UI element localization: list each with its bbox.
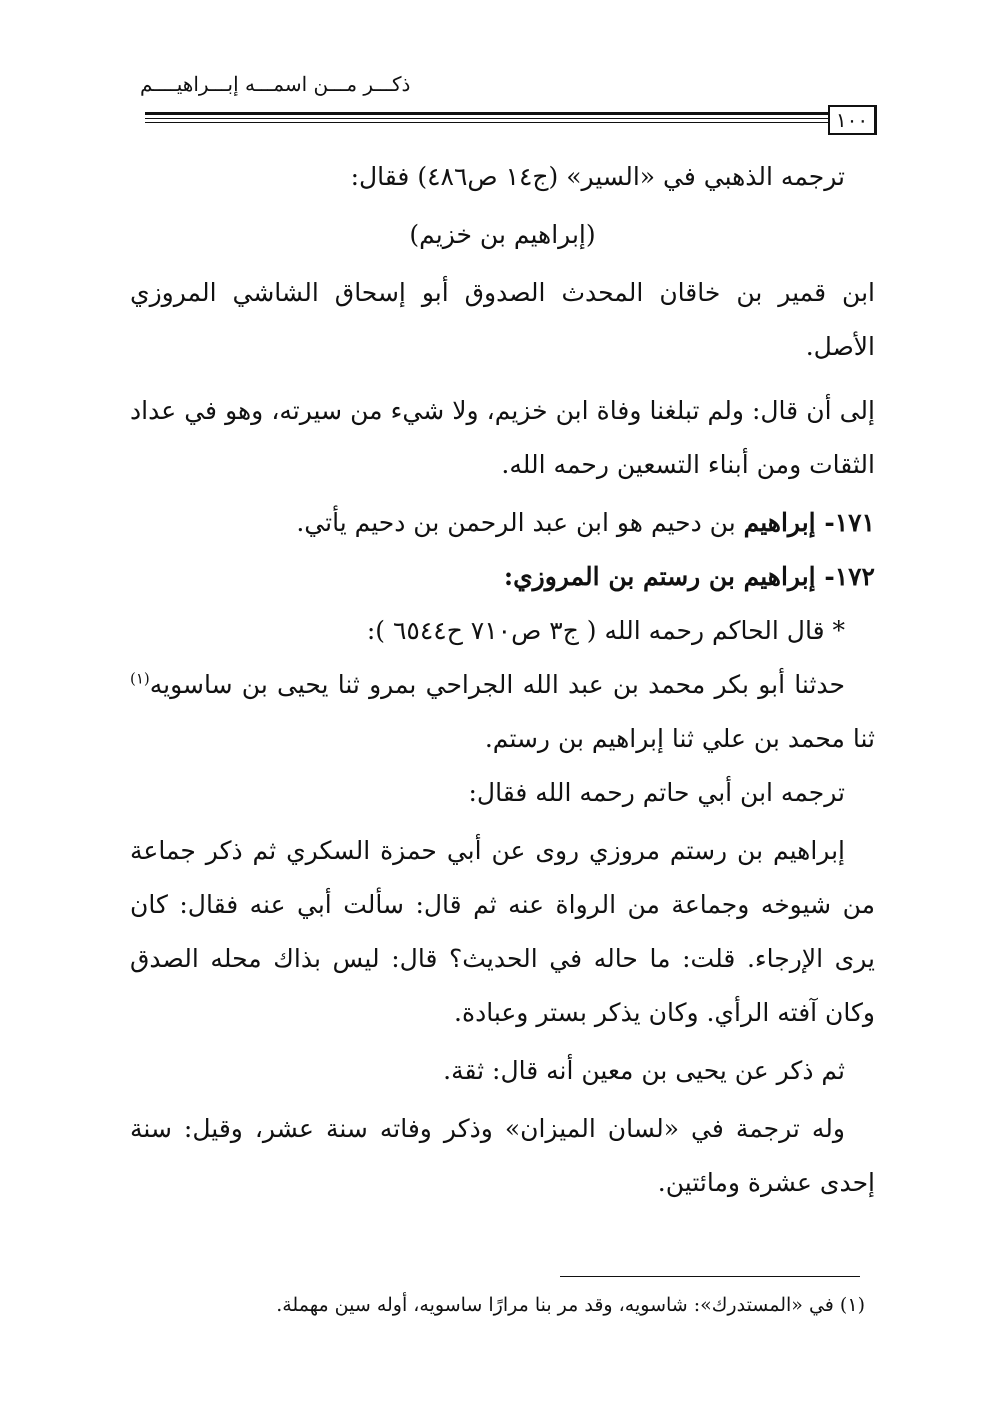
paragraph-ibrahim-bin-rustam: إبراهيم بن رستم مروزي روى عن أبي حمزة السكري ثم ذكر جماعة من شيوخه وجماعة من الرواة عنه ثم قال: سألت أبي عنه فقال: كان يرى الإرجاء. قلت: ما حاله في الحديث؟ قال: ليس بذاك محله الصدق وكان آفته الرأي. وكان يذكر بستر وعبادة. (130, 836, 875, 1027)
footnote: (١) في «المستدرك»: شاسويه، وقد مر بنا مرارًا ساسويه، أوله سين مهملة. (276, 1294, 865, 1316)
footnote-separator (560, 1276, 860, 1277)
paragraph-dhahabi-intro: ترجمه الذهبي في «السير» (ج١٤ ص٤٨٦) فقال: (350, 162, 845, 191)
paragraph-hakim: * قال الحاكم رحمه الله ( ج٣ ص٧١٠ ح٦٥٤٤ ): (366, 616, 845, 645)
footnote-marker: (١) (130, 669, 150, 688)
entry-172-heading: ١٧٢- إبراهيم بن رستم بن المروزي: (503, 562, 875, 591)
header-rule (145, 112, 830, 115)
paragraph-yahya-ibn-main: ثم ذكر عن يحيى بن معين أنه قال: ثقة. (443, 1056, 845, 1085)
running-header: ذكـــر مـــن اسمـــه إبـــراهيــــم (140, 72, 411, 96)
entry-171-text: بن دحيم هو ابن عبد الرحمن بن دحيم يأتي. (296, 508, 736, 537)
entry-171-heading: ١٧١- إبراهيم (743, 508, 875, 537)
paragraph-ibn-abi-hatim: ترجمه ابن أبي حاتم رحمه الله فقال: (468, 778, 845, 807)
entry-171 (130, 496, 875, 550)
isnad-text: حدثنا أبو بكر محمد بن عبد الله الجراحي بمرو ثنا يحيى بن ساسويه (149, 670, 845, 699)
main-text (130, 150, 875, 1210)
paragraph-ibn-qumayr: ابن قمير بن خاقان المحدث الصدوق أبو إسحاق الشاشي المروزي الأصل. (130, 278, 875, 361)
header-rule-thin-2 (145, 122, 830, 123)
header-rule-thin (145, 118, 830, 119)
paragraph-haddathana (130, 658, 875, 766)
paragraph-ila-an-qal: إلى أن قال: ولم تبلغنا وفاة ابن خزيم، ولا شيء من سيرته، وهو في عداد الثقات ومن أبناء التسعين رحمه الله. (130, 396, 875, 479)
isnad-text-cont: ثنا محمد بن علي ثنا إبراهيم بن رستم. (484, 724, 875, 753)
page-number: ١٠٠ (828, 105, 877, 135)
heading-ibrahim-bin-khuzaym: (إبراهيم بن خزيم) (409, 220, 596, 249)
paragraph-lisan-al-mizan: وله ترجمة في «لسان الميزان» وذكر وفاته سنة عشر، وقيل: سنة إحدى عشرة ومائتين. (130, 1114, 875, 1197)
